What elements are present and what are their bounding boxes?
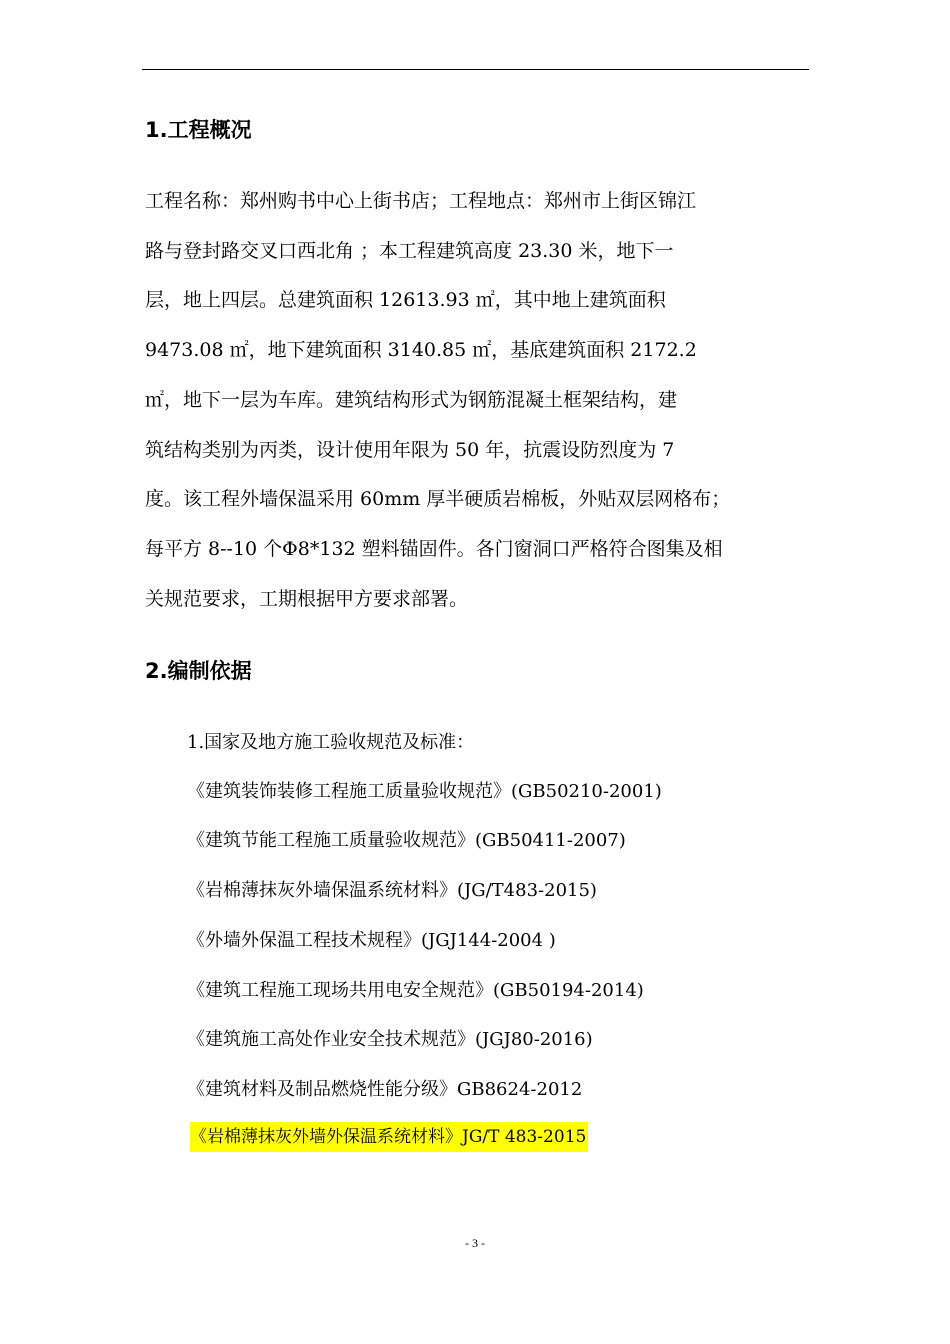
- overview-line: 工程名称：郑州购书中心上街书店；工程地点：郑州市上街区锦江: [145, 190, 697, 212]
- standard-item: 《建筑装饰装修工程施工质量验收规范》(GB50210-2001): [187, 781, 662, 802]
- standard-item: 《外墙外保温工程技术规程》(JGJ144-2004 ): [187, 930, 556, 951]
- overview-line: 9473.08 ㎡，地下建筑面积 3140.85 ㎡，基底建筑面积 2172.2: [145, 339, 697, 361]
- section-heading-basis: 2.编制依据: [145, 659, 252, 683]
- page-number: - 3 -: [465, 1236, 485, 1250]
- overview-line: 每平方 8--10 个Φ8*132 塑料锚固件。各门窗洞口严格符合图集及相: [145, 538, 723, 560]
- standard-item: 《建筑施工高处作业安全技术规范》(JGJ80-2016): [187, 1029, 593, 1050]
- overview-line: 层，地上四层。总建筑面积 12613.93 ㎡，其中地上建筑面积: [145, 289, 666, 311]
- overview-line: 度。该工程外墙保温采用 60mm 厚半硬质岩棉板，外贴双层网格布；: [145, 488, 731, 510]
- section-heading-overview: 1.工程概况: [145, 118, 252, 142]
- overview-line: 筑结构类别为丙类，设计使用年限为 50 年，抗震设防烈度为 7: [145, 439, 675, 461]
- standard-item-highlighted: 《岩棉薄抹灰外墙外保温系统材料》JG/T 483-2015: [190, 1122, 588, 1152]
- basis-intro: 1.国家及地方施工验收规范及标准：: [187, 732, 475, 753]
- standard-item: 《建筑材料及制品燃烧性能分级》GB8624-2012: [187, 1079, 583, 1100]
- overview-line: ㎡，地下一层为车库。建筑结构形式为钢筋混凝土框架结构，建: [145, 389, 678, 411]
- standard-item: 《建筑节能工程施工质量验收规范》(GB50411-2007): [187, 830, 626, 851]
- overview-line: 路与登封路交叉口西北角 ；本工程建筑高度 23.30 米，地下一: [145, 240, 674, 262]
- standard-item: 《建筑工程施工现场共用电安全规范》(GB50194-2014): [187, 980, 644, 1001]
- standard-item: 《岩棉薄抹灰外墙保温系统材料》(JG/T483-2015): [187, 880, 597, 901]
- header-rule: [142, 69, 809, 70]
- overview-line: 关规范要求，工期根据甲方要求部署。: [145, 588, 469, 610]
